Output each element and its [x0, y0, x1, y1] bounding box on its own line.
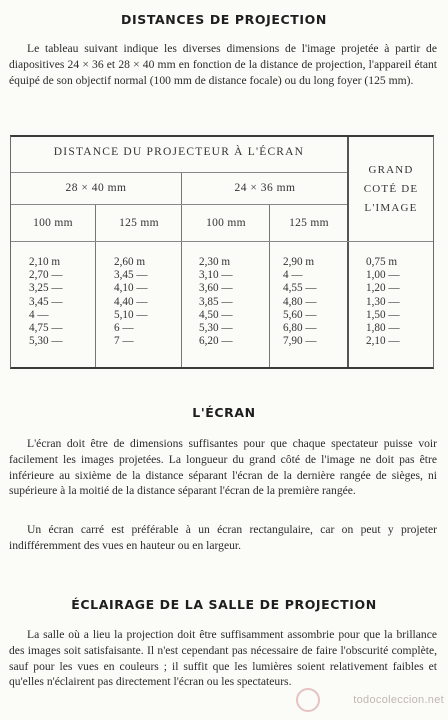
table-cell: 2,60 m — [114, 256, 146, 268]
table-cell: 4,55 — — [283, 282, 317, 295]
table-cell: 1,50 — — [366, 308, 400, 321]
watermark-logo-icon — [296, 688, 320, 712]
table-cell: 4,75 — — [29, 321, 63, 334]
table-cell: 4,10 — — [114, 282, 148, 295]
table-cell: 2,70 — — [29, 269, 63, 282]
table-group-24x36: 24 × 36 mm — [234, 182, 296, 194]
table-column-28x40-100mm — [29, 256, 63, 348]
table-cell: 3,45 — — [114, 269, 148, 282]
table-vertical-rule-sub1 — [95, 205, 96, 367]
table-cell: 6 — — [114, 321, 134, 334]
table-cell: 3,85 — — [199, 295, 233, 308]
table-cell: 3,60 — — [199, 282, 233, 295]
table-cell: 2,30 m — [199, 256, 231, 268]
table-cell: 5,60 — — [283, 308, 317, 321]
watermark-text: todocoleccion.net — [353, 694, 444, 706]
table-rule-under-header — [11, 172, 347, 173]
table-group-28x40: 28 × 40 mm — [65, 182, 127, 194]
table-cell: 1,80 — — [366, 321, 400, 334]
table-cell: 6,20 — — [199, 335, 233, 348]
table-cell: 4,50 — — [199, 308, 233, 321]
table-cell: 3,25 — — [29, 282, 63, 295]
section-title-ecran: L'ÉCRAN — [192, 405, 256, 420]
table-cell: 1,30 — — [366, 295, 400, 308]
ecran-paragraph-2: Un écran carré est préférable à un écran rectangulaire, car on peut y projeter indifféremment des vues en hauteur ou en largeur. — [9, 523, 437, 552]
table-vertical-rule-sub3 — [269, 205, 270, 367]
table-cell: 2,10 — — [366, 335, 400, 348]
table-rule-under-groups — [11, 204, 347, 205]
table-cell: 5,30 — — [29, 335, 63, 348]
table-cell: 6,80 — — [283, 321, 317, 334]
ecran-paragraph-1: L'écran doit être de dimensions suffisantes pour que chaque spectateur puisse voir facilement les images projetées. La longueur du grand côté de l'image ne doit pas être inférieure au sixième de la distance séparant l'écran de la dernière rangée de sièges, ni supérieure à la moitié de la distance séparant l'écran de la première rangée. — [9, 437, 437, 498]
table-cell: 5,30 — — [199, 321, 233, 334]
section-title-distances: DISTANCES DE PROJECTION — [121, 12, 327, 27]
table-column-28x40-125mm — [114, 256, 148, 348]
table-sub-100mm-a: 100 mm — [33, 217, 73, 229]
table-cell: 4 — — [29, 308, 49, 321]
table-cell: 0,75 m — [366, 256, 398, 268]
table-column-24x36-100mm — [199, 256, 233, 348]
table-cell: 4,40 — — [114, 295, 148, 308]
table-cell: 3,10 — — [199, 269, 233, 282]
table-header-image-side — [349, 161, 433, 218]
table-column-image-side — [366, 256, 400, 348]
table-header-distance: DISTANCE DU PROJECTEUR À L'ÉCRAN — [53, 146, 305, 158]
table-rule-under-subheads — [11, 241, 433, 242]
table-cell: 2,90 m — [283, 256, 315, 268]
table-cell: 1,00 — — [366, 269, 400, 282]
table-sub-125mm-b: 125 mm — [289, 217, 329, 229]
table-vertical-rule-group — [181, 173, 182, 367]
header-line-3: L'IMAGE — [364, 202, 418, 214]
table-column-24x36-125mm — [283, 256, 317, 348]
header-line-2: COTÉ DE — [363, 183, 419, 195]
header-line-1: GRAND — [368, 164, 414, 176]
table-cell: 4 — — [283, 269, 303, 282]
table-cell: 7 — — [114, 335, 134, 348]
table-cell: 3,45 — — [29, 295, 63, 308]
table-cell: 2,10 m — [29, 256, 61, 268]
intro-paragraph: Le tableau suivant indique les diverses dimensions de l'image projetée à partir de diapositives 24 × 36 et 28 × 40 mm en fonction de la distance de projection, l'appareil étant équipé de son objectif normal (100 mm de distance focale) ou du long foyer (125 mm). — [9, 42, 437, 87]
projection-distance-table — [10, 135, 434, 369]
table-cell: 4,80 — — [283, 295, 317, 308]
table-cell: 1,20 — — [366, 282, 400, 295]
section-title-eclairage: ÉCLAIRAGE DE LA SALLE DE PROJECTION — [71, 597, 377, 612]
eclairage-paragraph: La salle où a lieu la projection doit être suffisamment assombrie pour que la brillance des images soit satisfaisante. Il n'est cependant pas nécessaire de faire l'obscurité complète, sauf pour les vues en couleurs ; il suffit que les lumières soient relativement faibles et qu'elles n'éclairent pas directement l'écran ou les spectateurs. — [9, 628, 437, 689]
table-sub-125mm-a: 125 mm — [119, 217, 159, 229]
table-sub-100mm-b: 100 mm — [206, 217, 246, 229]
table-cell: 7,90 — — [283, 335, 317, 348]
table-cell: 5,10 — — [114, 308, 148, 321]
